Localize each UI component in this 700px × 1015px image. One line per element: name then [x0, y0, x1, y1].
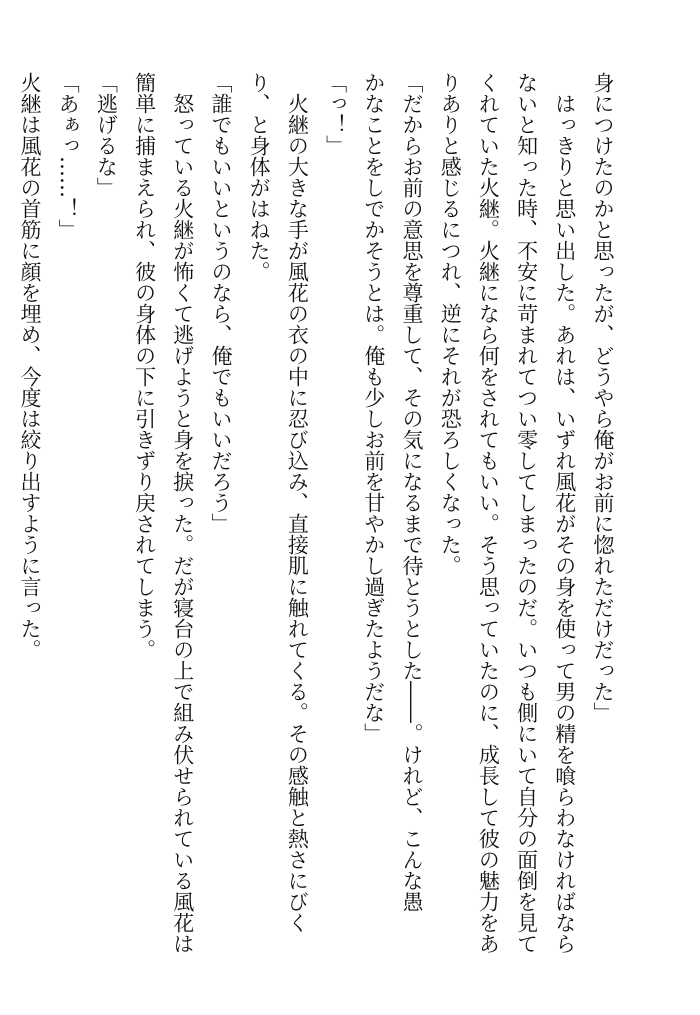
- text-line-9: 火継の大きな手が風花の衣の中に忍び込み、直接肌に触れてくる。その感触と熱さにびく: [285, 93, 310, 933]
- text-line-3: ないと知った時、不安に苛まれてつい零してしまったのだ。いつも側にいて自分の面倒を見て: [514, 72, 539, 954]
- text-line-11: 「誰でもいいというのなら、俺でもいいだろう」: [208, 72, 233, 534]
- text-line-10: り、と身体がはねた。: [247, 72, 272, 282]
- vertical-text-body: [11, 72, 622, 972]
- text-line-8: 「っ！」: [323, 72, 348, 156]
- text-line-16: 火継は風花の首筋に顔を埋め、今度は絞り出すように言った。: [17, 72, 42, 660]
- text-line-15: 「あぁっ……！」: [56, 72, 81, 240]
- text-line-1: 身につけたのかと思ったが、どうやら俺がお前に惚れただけだった」: [591, 72, 615, 723]
- text-line-2: はっきりと思い出した。あれは、いずれ風花がその身を使って男の精を喰らわなければなら: [552, 93, 577, 954]
- text-line-4: くれていた火継。火継になら何をされてもいい。そう思っていたのに、成長して彼の魅力をあ: [476, 72, 501, 954]
- text-line-6: 「だからお前の意思を尊重して、その気になるまで待とうとした――。けれど、こんな愚: [399, 72, 424, 912]
- text-line-14: 「逃げるな」: [94, 72, 119, 198]
- text-line-5: りありと感じるにつれ、逆にそれが恐ろしくなった。: [438, 72, 463, 576]
- text-line-12: 怒っている火継が怖くて逃げようと身を捩った。だが寝台の上で組み伏せられている風花は: [170, 93, 195, 954]
- text-line-13: 簡単に捕まえられ、彼の身体の下に引きずり戻されてしまう。: [132, 72, 157, 660]
- text-line-7: かなことをしでかそうとは。俺も少しお前を甘やかし過ぎたようだな」: [361, 72, 386, 744]
